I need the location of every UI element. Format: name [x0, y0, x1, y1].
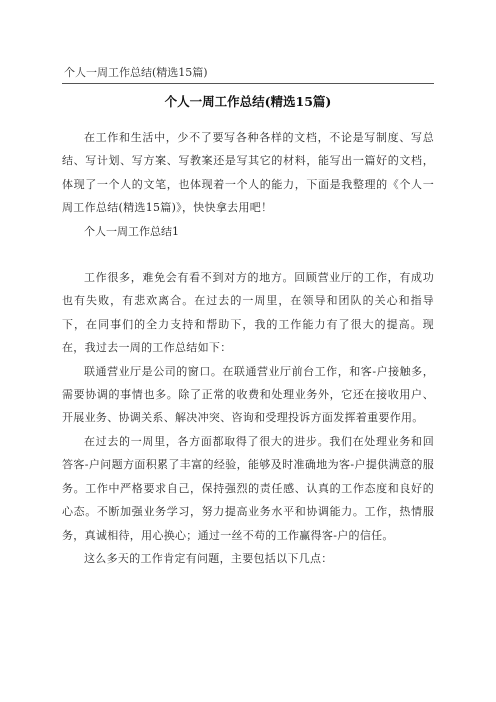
intro-paragraph: 在工作和生活中，少不了要写各种各样的文档，不论是写制度、写总结、写计划、写方案、写教案还是写其它的材料，能写出一篇好的文档，体现了一个人的文笔，也体现着一个人的能力，下面是我整理的《个人一周工作总结(精选15篇)》，快快拿去用吧！: [62, 131, 434, 215]
body-paragraph-4: 这么多天的工作肯定有问题，主要包括以下几点：: [84, 551, 333, 565]
body-paragraph-3: 在过去的一周里，各方面都取得了很大的进步。我们在处理业务和回答客-户问题方面积累了丰富的经验，能够及时准确地为客-户提供满意的服务。工作中严格要求自己，保持强烈的责任感、认真的工作态度和良好的心态。不断加强业务学习，努力提高业务水平和协调能力。工作，热情服务，真诚相待，用心换心；通过一丝不苟的工作赢得客-户的信任。: [62, 434, 434, 542]
running-header: 个人一周工作总结(精选15篇): [64, 66, 208, 79]
section-heading: 个人一周工作总结1: [84, 224, 179, 238]
document-title: 个人一周工作总结(精选15篇): [164, 94, 332, 109]
document-body: [62, 126, 434, 570]
body-paragraph-2: 联通营业厅是公司的窗口。在联通营业厅前台工作，和客-户接触多，需要协调的事情也多。除了正常的收费和处理业务外，它还在接收用户、开展业务、协调关系、解决冲突、咨询和受理投诉方面发挥着重要作用。: [62, 364, 434, 425]
body-paragraph-1: 工作很多，难免会有看不到对方的地方。回顾营业厅的工作，有成功也有失败，有悲欢离合。在过去的一周里，在领导和团队的关心和指导下，在同事们的全力支持和帮助下，我的工作能力有了很大的提高。现在，我过去一周的工作总结如下：: [62, 271, 434, 355]
header-divider: [62, 83, 434, 84]
